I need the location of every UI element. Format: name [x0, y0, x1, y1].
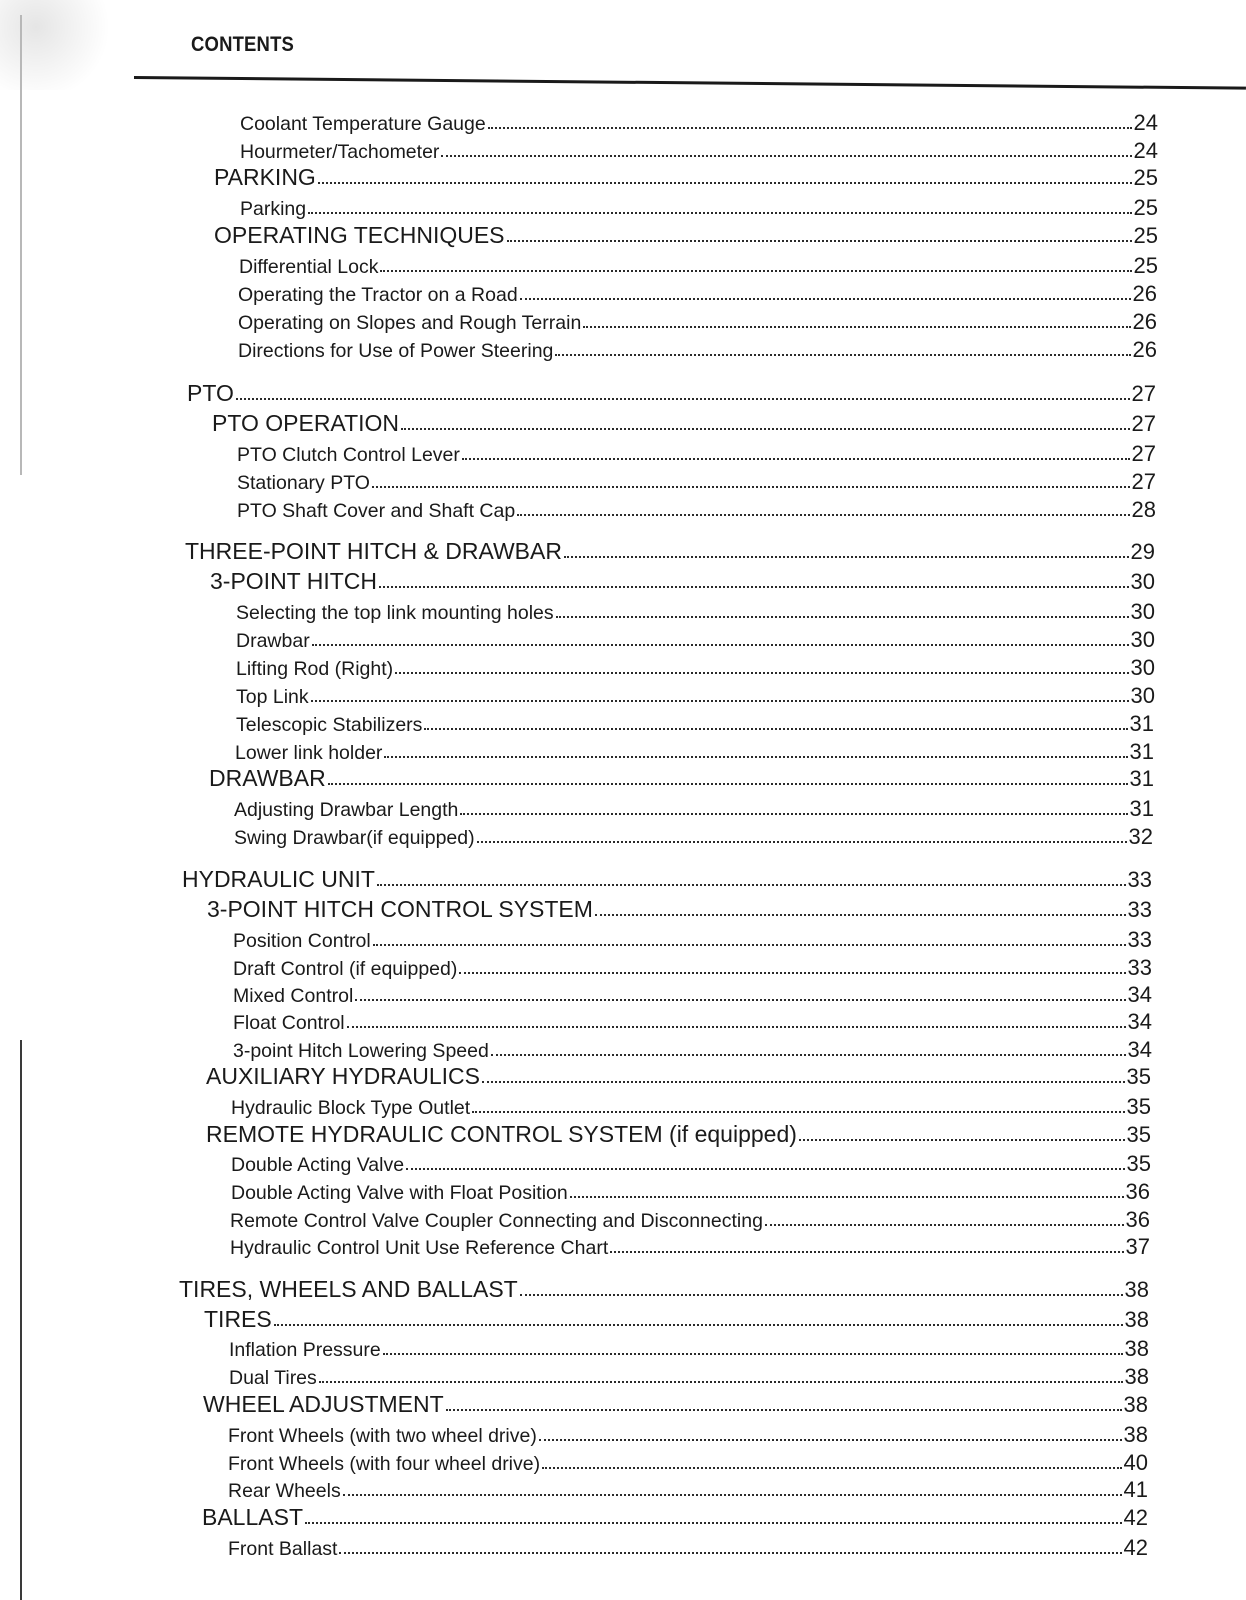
toc-entry-page: 33	[1127, 927, 1152, 952]
dot-leader	[460, 813, 1127, 815]
toc-entry[interactable]	[233, 927, 1152, 953]
toc-entry[interactable]	[231, 1151, 1151, 1177]
toc-entry-label: Stationary PTO	[237, 472, 370, 494]
dot-leader	[380, 270, 1131, 272]
toc-entry-label: AUXILIARY HYDRAULICS	[206, 1063, 480, 1089]
toc-entry[interactable]	[214, 222, 1158, 249]
toc-entry[interactable]	[214, 164, 1158, 191]
dot-leader	[556, 616, 1129, 618]
toc-entry-label: Directions for Use of Power Steering	[238, 340, 554, 362]
toc-entry[interactable]	[239, 253, 1158, 279]
dot-leader	[441, 155, 1131, 157]
dot-leader	[318, 182, 1132, 184]
toc-entry[interactable]	[233, 1009, 1152, 1035]
toc-entry-page: 31	[1129, 711, 1154, 736]
toc-entry-page: 33	[1127, 955, 1152, 980]
dot-leader	[462, 458, 1130, 460]
dot-leader	[395, 672, 1128, 674]
dot-leader	[328, 783, 1128, 785]
toc-entry-label: WHEEL ADJUSTMENT	[203, 1391, 444, 1417]
toc-entry[interactable]	[236, 655, 1155, 681]
dot-leader	[355, 999, 1125, 1001]
toc-entry-label: Operating on Slopes and Rough Terrain	[238, 312, 582, 334]
toc-entry-page: 25	[1133, 165, 1158, 190]
dot-leader	[507, 240, 1132, 242]
toc-entry-label: Adjusting Drawbar Length	[234, 799, 459, 821]
toc-entry[interactable]	[206, 1121, 1151, 1148]
dot-leader	[799, 1139, 1125, 1141]
toc-entry[interactable]	[231, 1094, 1151, 1120]
toc-entry-page: 24	[1133, 110, 1158, 135]
toc-entry-page: 33	[1127, 867, 1152, 892]
dot-leader	[555, 354, 1130, 356]
toc-entry-label: Drawbar	[236, 630, 310, 652]
toc-entry[interactable]	[231, 1179, 1150, 1205]
toc-entry-label: 3-POINT HITCH CONTROL SYSTEM	[207, 896, 593, 922]
dot-leader	[319, 1381, 1123, 1383]
toc-entry-page: 36	[1125, 1207, 1150, 1232]
toc-entry-label: Top Link	[236, 686, 309, 708]
dot-leader	[765, 1224, 1124, 1226]
toc-entry[interactable]	[230, 1234, 1150, 1260]
toc-entry-label: Dual Tires	[229, 1367, 317, 1389]
dot-leader	[520, 1294, 1123, 1296]
toc-entry-page: 27	[1131, 441, 1156, 466]
dot-leader	[308, 212, 1131, 214]
toc-entry-label: Front Wheels (with four wheel drive)	[228, 1453, 541, 1475]
toc-entry-label: Mixed Control	[233, 985, 354, 1007]
toc-entry-label: Float Control	[233, 1012, 345, 1034]
toc-entry[interactable]	[237, 469, 1156, 495]
toc-entry-label: PTO Shaft Cover and Shaft Cap	[237, 500, 516, 522]
toc-entry-label: Swing Drawbar(if equipped)	[234, 827, 475, 849]
toc-entry-label: Double Acting Valve	[231, 1154, 405, 1176]
toc-entry[interactable]	[229, 1336, 1149, 1362]
toc-entry[interactable]	[228, 1422, 1148, 1448]
toc-entry-label: Hydraulic Block Type Outlet	[231, 1097, 471, 1119]
toc-entry-label: DRAWBAR	[209, 765, 326, 791]
dot-leader	[517, 514, 1129, 516]
dot-leader	[311, 700, 1129, 702]
toc-entry-label: Double Acting Valve with Float Position	[231, 1182, 568, 1204]
dot-leader	[542, 1467, 1121, 1469]
toc-entry[interactable]	[210, 568, 1155, 595]
dot-leader	[274, 1324, 1123, 1326]
toc-entry-label: Coolant Temperature Gauge	[240, 113, 486, 135]
toc-entry-label: Hydraulic Control Unit Use Reference Chart	[230, 1237, 609, 1259]
toc-entry-label: Selecting the top link mounting holes	[236, 602, 554, 624]
toc-entry-label: PTO OPERATION	[212, 410, 400, 436]
dot-leader	[539, 1439, 1122, 1441]
dot-leader	[472, 1111, 1124, 1113]
dot-leader	[477, 841, 1127, 843]
toc-entry[interactable]	[182, 866, 1152, 893]
toc-entry[interactable]	[238, 281, 1157, 307]
dot-leader	[610, 1251, 1123, 1253]
toc-entry-label: PTO Clutch Control Lever	[237, 444, 460, 466]
toc-entry-page: 38	[1124, 1336, 1149, 1361]
toc-entry[interactable]	[240, 195, 1158, 221]
toc-entry-page: 35	[1126, 1122, 1151, 1147]
dot-leader	[384, 756, 1127, 758]
toc-entry-label: Differential Lock	[239, 256, 379, 278]
toc-entry-page: 38	[1124, 1364, 1149, 1389]
toc-entry-page: 30	[1130, 655, 1155, 680]
toc-entry-page: 26	[1132, 281, 1157, 306]
dot-leader	[377, 884, 1126, 886]
toc-entry[interactable]	[228, 1450, 1148, 1476]
toc-entry-page: 38	[1124, 1307, 1149, 1332]
toc-entry-page: 26	[1132, 337, 1157, 362]
toc-entry[interactable]	[207, 896, 1152, 923]
toc-entry[interactable]	[240, 138, 1158, 164]
toc-entry-page: 29	[1130, 539, 1155, 564]
toc-entry[interactable]	[229, 1364, 1149, 1390]
toc-entry-label: Operating the Tractor on a Road	[238, 284, 518, 306]
toc-entry[interactable]	[202, 1504, 1148, 1531]
dot-leader	[520, 298, 1131, 300]
dot-leader	[406, 1168, 1124, 1170]
toc-entry-page: 37	[1125, 1234, 1150, 1259]
toc-entry[interactable]	[228, 1477, 1148, 1503]
dot-leader	[595, 914, 1126, 916]
toc-entry-label: Inflation Pressure	[229, 1339, 381, 1361]
toc-entry[interactable]	[237, 441, 1156, 467]
toc-entry-page: 31	[1129, 796, 1154, 821]
dot-leader	[339, 1552, 1121, 1554]
toc-entry[interactable]	[234, 796, 1154, 822]
toc-entry[interactable]	[233, 1037, 1152, 1063]
dot-leader	[347, 1026, 1126, 1028]
dot-leader	[564, 556, 1129, 558]
dot-leader	[236, 398, 1130, 400]
dot-leader	[446, 1409, 1122, 1411]
toc-entry[interactable]	[236, 683, 1155, 709]
toc-entry-label: Front Ballast	[228, 1538, 338, 1560]
dot-leader	[401, 428, 1130, 430]
toc-entry-label: REMOTE HYDRAULIC CONTROL SYSTEM (if equipped)	[206, 1121, 797, 1147]
toc-entry-label: OPERATING TECHNIQUES	[214, 222, 505, 248]
toc-entry-page: 36	[1125, 1179, 1150, 1204]
toc-entry-label: TIRES, WHEELS AND BALLAST	[179, 1276, 518, 1302]
toc-entry-label: BALLAST	[202, 1504, 303, 1530]
toc-entry-page: 34	[1127, 982, 1152, 1007]
toc-entry-page: 38	[1124, 1277, 1149, 1302]
toc-entry-label: 3-point Hitch Lowering Speed	[233, 1040, 489, 1062]
toc-entry-page: 35	[1126, 1064, 1151, 1089]
toc-entry-label: Position Control	[233, 930, 371, 952]
toc-entry-page: 38	[1123, 1422, 1148, 1447]
toc-entry[interactable]	[212, 410, 1156, 437]
dot-leader	[379, 586, 1129, 588]
dot-leader	[343, 1494, 1122, 1496]
toc-entry-label: HYDRAULIC UNIT	[182, 866, 375, 892]
toc-entry-page: 35	[1126, 1094, 1151, 1119]
toc-entry[interactable]	[233, 982, 1152, 1008]
toc-entry[interactable]	[236, 627, 1155, 653]
toc-entry-page: 31	[1129, 766, 1154, 791]
toc-entry-page: 32	[1128, 824, 1153, 849]
toc-entry-label: PTO	[187, 380, 234, 406]
dot-leader	[583, 326, 1130, 328]
toc-entry-label: Draft Control (if equipped)	[233, 958, 458, 980]
toc-entry-label: Parking	[240, 198, 307, 220]
toc-entry-page: 30	[1130, 683, 1155, 708]
toc-entry[interactable]	[233, 955, 1152, 981]
toc-entry[interactable]	[236, 711, 1154, 737]
dot-leader	[305, 1522, 1122, 1524]
toc-entry-page: 38	[1123, 1392, 1148, 1417]
toc-entry-page: 35	[1126, 1151, 1151, 1176]
toc-entry[interactable]	[206, 1063, 1151, 1090]
toc-entry-page: 28	[1131, 497, 1156, 522]
toc-entry-page: 34	[1127, 1037, 1152, 1062]
dot-leader	[488, 127, 1132, 129]
toc-entry[interactable]	[203, 1391, 1148, 1418]
page-title: CONTENTS	[191, 33, 295, 56]
toc-entry[interactable]	[185, 538, 1155, 565]
toc-entry-page: 27	[1131, 469, 1156, 494]
toc-entry[interactable]	[204, 1306, 1149, 1333]
toc-entry[interactable]	[238, 309, 1157, 335]
toc-entry-label: TIRES	[204, 1306, 272, 1332]
dot-leader	[482, 1081, 1125, 1083]
toc-entry-page: 41	[1123, 1477, 1148, 1502]
toc-entry-page: 30	[1130, 569, 1155, 594]
toc-entry[interactable]	[237, 497, 1156, 523]
toc-entry-page: 42	[1123, 1535, 1148, 1560]
toc-entry-page: 33	[1127, 897, 1152, 922]
dot-leader	[570, 1196, 1124, 1198]
toc-entry-page: 26	[1132, 309, 1157, 334]
toc-entry[interactable]	[236, 599, 1155, 625]
toc-entry[interactable]	[187, 380, 1156, 407]
toc-entry-page: 31	[1129, 739, 1154, 764]
toc-entry-label: Lower link holder	[235, 742, 383, 764]
toc-entry-page: 25	[1133, 223, 1158, 248]
dot-leader	[373, 944, 1126, 946]
toc-entry-page: 27	[1131, 381, 1156, 406]
toc-entry-page: 40	[1123, 1450, 1148, 1475]
toc-entry-label: Rear Wheels	[228, 1480, 341, 1502]
dot-leader	[312, 644, 1129, 646]
toc-entry[interactable]	[240, 110, 1158, 136]
toc-entry-page: 24	[1133, 138, 1158, 163]
toc-entry[interactable]	[209, 765, 1154, 792]
toc-entry-page: 34	[1127, 1009, 1152, 1034]
dot-leader	[383, 1353, 1123, 1355]
toc-entry[interactable]	[230, 1207, 1150, 1233]
dot-leader	[372, 486, 1130, 488]
toc-entry-page: 30	[1130, 627, 1155, 652]
toc-entry[interactable]	[235, 739, 1154, 765]
toc-entry-label: 3-POINT HITCH	[210, 568, 377, 594]
toc-entry-label: Hourmeter/Tachometer	[240, 141, 440, 163]
dot-leader	[424, 728, 1127, 730]
dot-leader	[459, 972, 1125, 974]
toc-entry[interactable]	[228, 1535, 1148, 1561]
toc-entry[interactable]	[179, 1276, 1149, 1303]
toc-entry-label: Telescopic Stabilizers	[236, 714, 423, 736]
toc-entry-label: Lifting Rod (Right)	[236, 658, 394, 680]
toc-entry-label: Remote Control Valve Coupler Connecting and Disconnecting	[230, 1210, 763, 1232]
toc-entry-label: PARKING	[214, 164, 316, 190]
toc-entry-label: THREE-POINT HITCH & DRAWBAR	[185, 538, 562, 564]
toc-entry-page: 30	[1130, 599, 1155, 624]
toc-entry[interactable]	[234, 824, 1153, 850]
toc-entry-page: 42	[1123, 1505, 1148, 1530]
toc-entry[interactable]	[238, 337, 1157, 363]
dot-leader	[491, 1054, 1126, 1056]
toc-entry-page: 27	[1131, 411, 1156, 436]
toc-entry-page: 25	[1133, 195, 1158, 220]
toc-entry-page: 25	[1133, 253, 1158, 278]
toc-entry-label: Front Wheels (with two wheel drive)	[228, 1425, 537, 1447]
